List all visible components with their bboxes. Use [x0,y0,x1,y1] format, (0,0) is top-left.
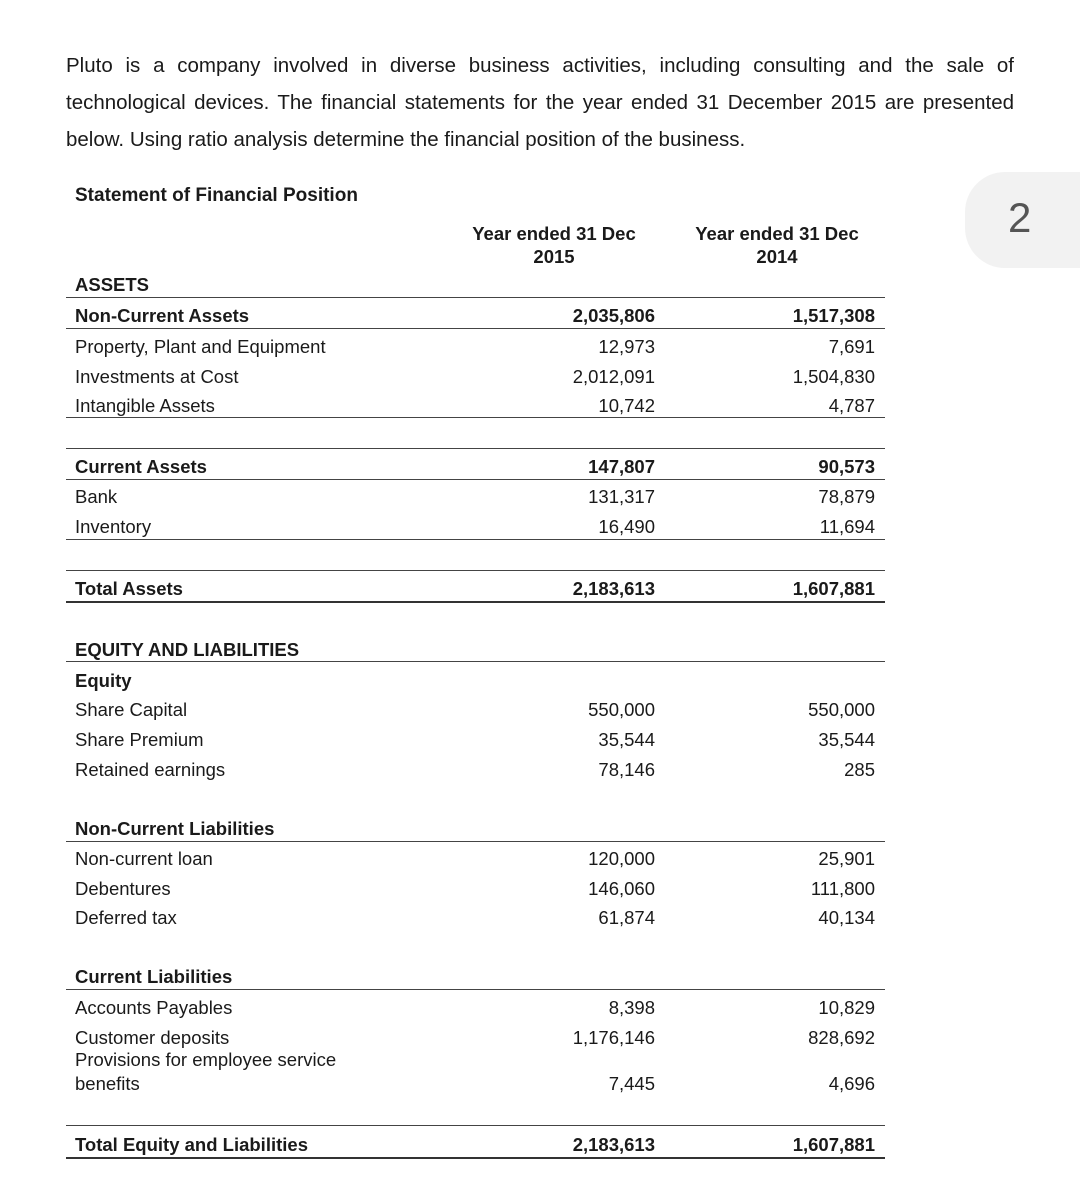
value-2015: 120,000 [588,848,655,869]
table-row [75,877,875,901]
table-row [75,455,875,479]
row-label: Accounts Payables [75,997,233,1018]
value-2014: 35,544 [818,729,875,750]
question-text: Pluto is a company involved in diverse business activities, including consulting and the sale of technological devices. The financial statements for the year ended 31 December 2015 are presented below. Using ratio analysis determine the financial position of the business. [66,53,1014,151]
value-2015: 12,973 [598,336,655,357]
row-label: Debentures [75,878,171,899]
row-label: Bank [75,486,118,507]
table-row [75,906,875,930]
value-2015: 10,742 [598,395,655,416]
row-label: Non-Current Assets [75,305,250,326]
column-header-year: 2015 [533,246,575,267]
column-header-2015 [444,222,664,268]
value-2015: 2,035,806 [572,305,655,326]
row-label: Total Assets [75,578,183,599]
table-row [75,638,875,662]
value-2014: 1,517,308 [792,305,875,326]
row-label: Equity [75,670,132,691]
table-row [75,1048,875,1072]
column-header-line: Year ended 31 Dec [695,223,859,244]
value-2014: 7,691 [828,336,875,357]
value-2015: 2,183,613 [572,578,655,599]
value-2014: 111,800 [810,878,875,899]
table-row [75,698,875,722]
divider [66,479,885,480]
value-2015: 61,874 [598,907,655,928]
divider [66,601,885,603]
value-2015: 8,398 [608,997,655,1018]
table-row [75,669,875,693]
row-label: EQUITY AND LIABILITIES [75,639,300,660]
value-2015: 2,183,613 [572,1134,655,1155]
value-2015: 1,176,146 [572,1027,655,1048]
divider [66,539,885,540]
column-header-year: 2014 [756,246,798,267]
value-2014: 4,696 [828,1073,875,1094]
row-label: Share Premium [75,729,204,750]
table-row [75,1026,875,1050]
row-label: Intangible Assets [75,395,215,416]
table-row [75,847,875,871]
value-2014: 550,000 [808,699,875,720]
table-row [75,817,875,841]
row-label: Share Capital [75,699,188,720]
divider [66,297,885,298]
value-2015: 550,000 [588,699,655,720]
table-row [75,335,875,359]
value-2015: 16,490 [598,516,655,537]
divider [66,328,885,329]
value-2014: 10,829 [818,997,875,1018]
value-2015: 78,146 [598,759,655,780]
table-row [75,577,875,601]
row-label: Non-Current Liabilities [75,818,275,839]
value-2014: 1,607,881 [792,578,875,599]
value-2015: 146,060 [588,878,655,899]
row-label: Property, Plant and Equipment [75,336,326,357]
divider [66,417,885,418]
page-number: 2 [1008,194,1032,241]
divider [66,661,885,662]
value-2014: 78,879 [818,486,875,507]
divider [66,570,885,571]
divider [66,841,885,842]
table-row [75,728,875,752]
table-row [75,515,875,539]
row-label: Total Equity and Liabilities [75,1134,308,1155]
value-2014: 1,504,830 [792,366,875,387]
column-header-line: Year ended 31 Dec [472,223,636,244]
divider [66,1157,885,1159]
column-header-2014 [667,222,887,268]
table-row [75,996,875,1020]
row-label: Current Assets [75,456,207,477]
value-2014: 828,692 [808,1027,875,1048]
value-2014: 40,134 [818,907,875,928]
value-2015: 7,445 [608,1073,655,1094]
value-2015: 131,317 [588,486,655,507]
row-label: Retained earnings [75,759,226,780]
value-2014: 90,573 [818,456,875,477]
page-number-badge [965,172,1080,268]
row-label: Provisions for employee service [75,1049,337,1070]
divider [66,1125,885,1126]
value-2015: 2,012,091 [572,366,655,387]
row-label: benefits [75,1073,140,1094]
divider [66,989,885,990]
divider [66,448,885,449]
value-2015: 35,544 [598,729,655,750]
row-label: Current Liabilities [75,966,233,987]
table-row [75,758,875,782]
table-row [75,1072,875,1096]
table-row [75,485,875,509]
value-2015: 147,807 [588,456,655,477]
table-row [75,273,875,297]
row-label: Investments at Cost [75,366,239,387]
statement-title: Statement of Financial Position [75,185,358,206]
row-label: ASSETS [75,274,150,295]
row-label: Deferred tax [75,907,177,928]
row-label: Non-current loan [75,848,213,869]
row-label: Inventory [75,516,152,537]
value-2014: 4,787 [828,395,875,416]
value-2014: 25,901 [818,848,875,869]
value-2014: 11,694 [819,516,875,537]
value-2014: 1,607,881 [792,1134,875,1155]
table-row [75,365,875,389]
table-row [75,965,875,989]
table-row [75,394,875,418]
row-label: Customer deposits [75,1027,230,1048]
table-row [75,1133,875,1157]
table-row [75,304,875,328]
value-2014: 285 [844,759,875,780]
